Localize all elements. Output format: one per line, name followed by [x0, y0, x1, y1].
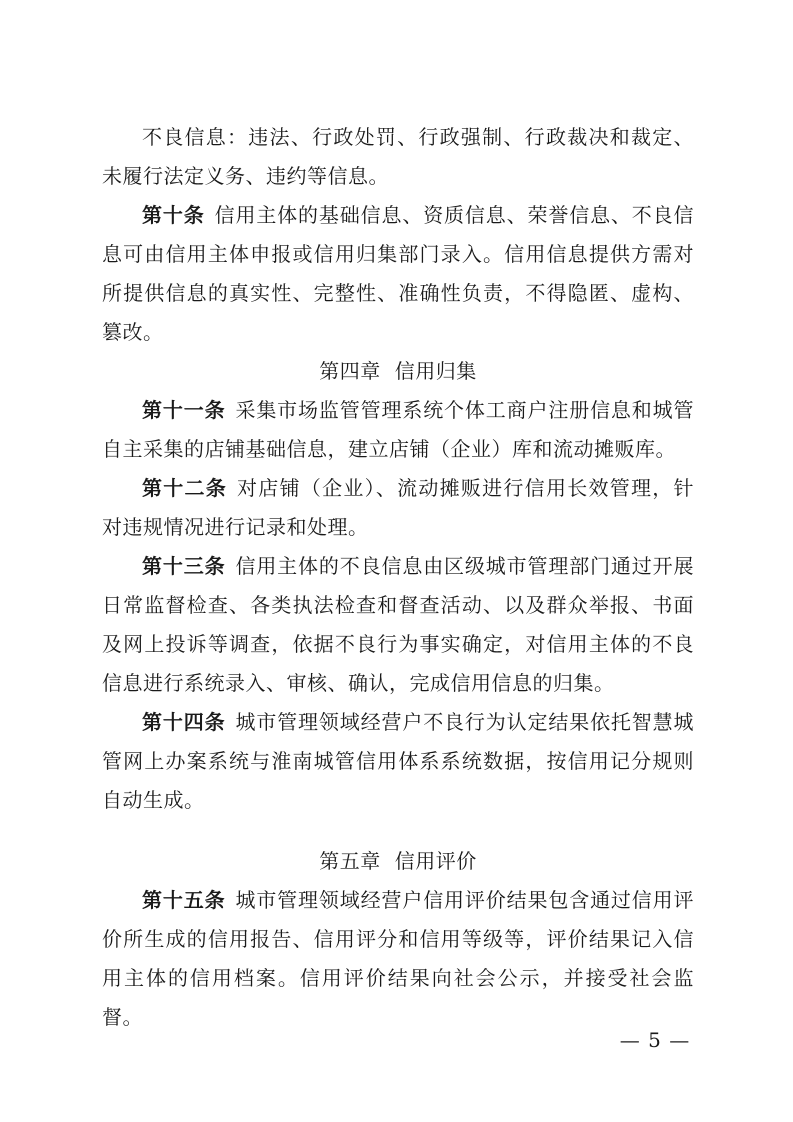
article-12 — [102, 469, 694, 547]
article-14 — [102, 703, 694, 820]
chapter-title: 信用评价 — [394, 849, 477, 873]
paragraph-text: 不良信息：违法、行政处罚、行政强制、行政裁决和裁定、未履行法定义务、违约等信息。 — [102, 125, 694, 188]
article-number: 第十五条 — [142, 888, 226, 912]
article-text: 采集市场监管管理系统个体工商户注册信息和城管自主采集的店铺基础信息，建立店铺（企业）库和流动摊贩库。 — [102, 398, 695, 461]
article-number: 第十二条 — [142, 476, 228, 500]
article-number: 第十三条 — [142, 554, 226, 578]
section-spacer — [102, 820, 694, 842]
chapter-heading-5 — [102, 842, 694, 881]
article-11 — [102, 391, 694, 469]
chapter-title: 信用归集 — [394, 359, 477, 383]
chapter-number: 第四章 — [319, 359, 381, 383]
article-13 — [102, 547, 694, 703]
article-text: 信用主体的不良信息由区级城市管理部门通过开展日常监督检查、各类执法检查和督查活动、以及群众举报、书面及网上投诉等调查，依据不良行为事实确定，对信用主体的不良信息进行系统录入、审核、确认，完成信用信息的归集。 — [102, 554, 695, 695]
article-text: 信用主体的基础信息、资质信息、荣誉信息、不良信息可由信用主体申报或信用归集部门录入。信用信息提供方需对所提供信息的真实性、完整性、准确性负责，不得隐匿、虚构、篡改。 — [102, 203, 695, 344]
article-number: 第十四条 — [142, 710, 226, 734]
chapter-number: 第五章 — [319, 849, 381, 873]
article-number: 第十一条 — [142, 398, 226, 422]
document-body — [102, 118, 694, 1037]
article-15 — [102, 881, 694, 1037]
page-number: — 5 — — [619, 1028, 691, 1052]
paragraph-bad-info — [102, 118, 694, 196]
chapter-heading-4 — [102, 352, 694, 391]
article-text: 城市管理领域经营户不良行为认定结果依托智慧城管网上办案系统与淮南城管信用体系系统数据，按信用记分规则自动生成。 — [102, 710, 695, 812]
article-text: 城市管理领域经营户信用评价结果包含通过信用评价所生成的信用报告、信用评分和信用等级等，评价结果记入信用主体的信用档案。信用评价结果向社会公示，并接受社会监督。 — [102, 888, 695, 1029]
article-text: 对店铺（企业）、流动摊贩进行信用长效管理，针对违规情况进行记录和处理。 — [102, 476, 695, 539]
article-10 — [102, 196, 694, 352]
article-number: 第十条 — [142, 203, 205, 227]
